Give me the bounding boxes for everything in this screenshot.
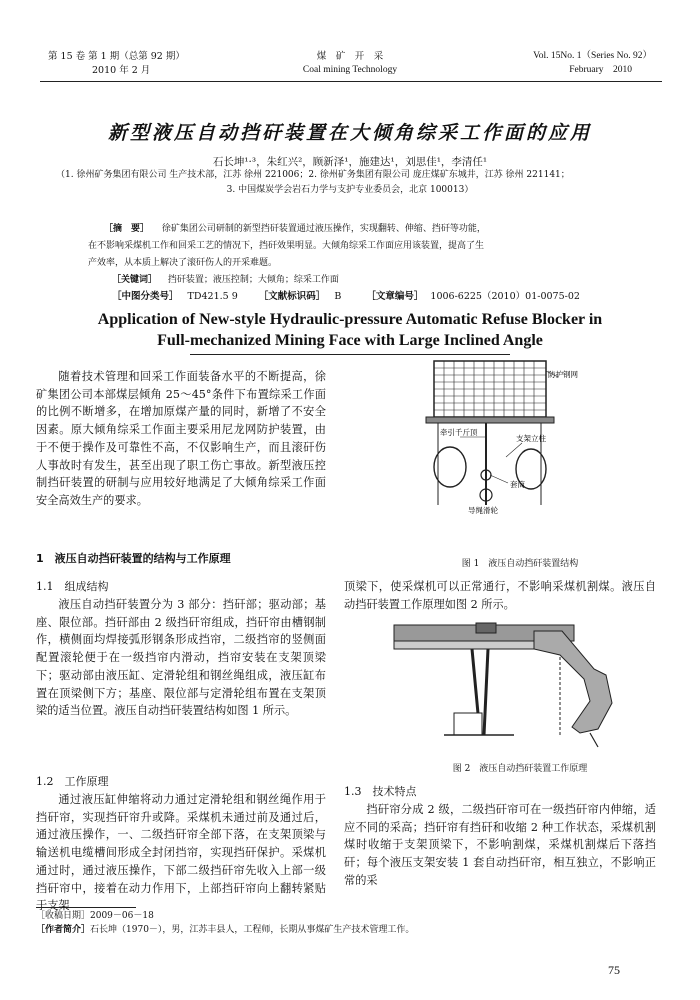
keywords-text: 挡矸装置；液压控制；大倾角；综采工作面: [167, 275, 339, 285]
authors: 石长坤¹·³，朱红兴²，顾新泽¹，施建达¹，刘思佳¹，李清任¹: [212, 156, 488, 168]
page-number: 75: [608, 963, 620, 977]
figure-2-caption: 图 2 液压自动挡矸装置工作原理: [452, 764, 588, 774]
protective-net-mesh: [434, 361, 546, 417]
header-volume-en: Vol. 15No. 1（Series No. 92）: [533, 51, 652, 61]
title-en-line-2: Full-mechanized Mining Face with Large Inclined Angle: [157, 332, 543, 349]
doc-code-label: ［文献标识码］: [258, 291, 326, 302]
canopy-beam: [426, 417, 554, 423]
page-title-cn: 新型液压自动挡矸装置在大倾角综采工作面的应用: [107, 122, 592, 144]
article-id-value: 1006-6225（2010）01-0075-02: [430, 291, 580, 302]
abstract-text-1: 徐矿集团公司研制的新型挡矸装置通过液压操作，实现翻转、伸缩、挡矸等功能，: [161, 224, 486, 234]
canopy-lower-beam: [394, 641, 534, 649]
header-date-en: February 2010: [569, 65, 632, 75]
abstract-line-2: 在不影响采煤机工作和回采工艺的情况下，挡矸效果明显。大倾角综采工作面应用该装置，提高了生: [88, 241, 485, 251]
refuse-blocker-flap: [534, 631, 612, 733]
keywords-line: [112, 273, 632, 287]
intro-paragraph: 随着技术管理和回采工作面装备水平的不断提高，徐矿集团公司本部煤层倾角 25～45°条件下布置综采工作面的比例不断增多，在增加原煤产量的同时，新增了不安全因素。原大倾角综采工作面主要采用尼龙网防护装置，由于不便于操作及可靠性不高，不仅影响生产，而且滚矸伤人事故时有发生，甚至出现了职工伤亡事故。新型液压控制挡矸装置的研制与应用较好地满足了大倾角综采工作面安全高效生产的要求。: [36, 370, 326, 507]
section-1-2-paragraph: 通过液压缸伸缩将动力通过定滑轮组和钢丝绳作用于挡矸帘，实现挡矸帘升或降。采煤机未通过前及通过后，通过液压操作，一、二级挡矸帘全部下落，在支架顶梁与输送机电缆槽间形成全封闭挡帘，实现挡矸保护。采煤机通过时，通过液压操作，下部二级挡矸帘先收入上部一级挡矸帘中，接着在动力作用下，上部挡矸帘向上翻转紧贴于支架: [36, 793, 326, 913]
footnote-author-text: 石长坤（1970－），男，江苏丰县人，工程师，长期从事煤矿生产技术管理工作。: [90, 925, 415, 935]
footnote-rule: [36, 907, 136, 908]
clc-value: TD421.5 9: [187, 291, 238, 302]
abstract-line-1: [104, 222, 664, 236]
article-id-label: ［文章编号］: [366, 291, 424, 302]
section-1-2-heading: 1.2 工作原理: [36, 775, 109, 788]
label-guide-pulley: 导绳滑轮: [468, 506, 498, 515]
label-support-column: 支架立柱: [516, 434, 546, 443]
footnote-author: [36, 924, 656, 937]
section-1-3-heading: 1.3 技术特点: [344, 785, 417, 798]
rear-leg: [484, 649, 488, 735]
figure-2-diagram: [384, 617, 664, 757]
figure-1-diagram: [398, 355, 648, 545]
header-journal-cn: 煤 矿 开 采: [316, 51, 384, 62]
hydraulic-block: [476, 623, 496, 633]
header-rule: [40, 81, 662, 82]
section-1-heading: 1 液压自动挡矸装置的结构与工作原理: [36, 552, 231, 565]
header-journal-en: Coal mining Technology: [302, 65, 398, 75]
flap-tip: [590, 733, 598, 747]
classification-line: [112, 290, 672, 304]
abstract-line-3: 产效率，从本质上解决了滚矸伤人的开采难题。: [88, 258, 278, 268]
figure-1-caption: 图 1 液压自动挡矸装置结构: [461, 559, 579, 569]
affiliation-line-2: 3. 中国煤炭学会岩石力学与支护专业委员会，北京 100013）: [226, 185, 474, 195]
section-1-2-continuation: 顶梁下，使采煤机可以正常通行，不影响采煤机割煤。液压自动挡矸装置工作原理如图 2 所示。: [344, 580, 656, 611]
left-column: [434, 447, 466, 487]
label-traction-jack: 牵引千斤顶: [440, 428, 478, 437]
affiliation-line-1: （1. 徐州矿务集团有限公司 生产技术部，江苏 徐州 221006；2. 徐州矿务集团有限公司 庞庄煤矿东城井，江苏 徐州 221141；: [56, 170, 570, 180]
section-1-1-paragraph: 液压自动挡矸装置分为 3 部分：挡矸部；驱动部；基座、限位部。挡矸部由 2 级挡矸帘组成，挡矸帘由槽钢制作，横侧面均焊接弧形钢条形成挡帘，二级挡帘的竖侧面配置滚轮便于在一级挡帘内滑动，挡帘安装在支架顶梁下；驱动部由液压缸、定滑轮组和钢丝绳组成，液压缸布置在顶梁侧下方；基座、限位部与定滑轮组布置在支架顶梁的适当位置。液压自动挡矸装置结构如图 1 所示。: [36, 598, 326, 718]
title-en-line-1: Application of New-style Hydraulic-pressure Automatic Refuse Blocker in: [97, 311, 603, 328]
label-protective-net: 防护钢网: [548, 370, 578, 379]
doc-code-value: B: [334, 291, 342, 302]
base-housing: [454, 713, 482, 735]
footnote-received: ［收稿日期］2009－06－18: [36, 911, 154, 921]
keywords-label: ［关键词］: [112, 275, 158, 285]
abstract-label: ［摘 要］: [104, 224, 150, 234]
label-sleeve: 套筒: [510, 480, 525, 489]
clc-label: ［中图分类号］: [112, 291, 179, 302]
footnote-author-label: ［作者简介］: [36, 925, 91, 935]
header-volume-cn: 第 15 卷 第 1 期（总第 92 期）: [48, 51, 185, 62]
section-1-3-paragraph: 挡矸帘分成 2 级，二级挡矸帘可在一级挡矸帘内伸缩，适应不同的采高；挡矸帘有挡矸和收缩 2 种工作状态，采煤机割煤时收缩于支架顶梁下，不影响割煤，采煤机割煤后下落挡矸；每个液压支架安装 1 套自动挡矸帘，相互独立，不影响正常的采: [344, 803, 656, 887]
section-1-1-heading: 1.1 组成结构: [36, 580, 109, 593]
header-date-cn: 2010 年 2 月: [92, 65, 151, 76]
